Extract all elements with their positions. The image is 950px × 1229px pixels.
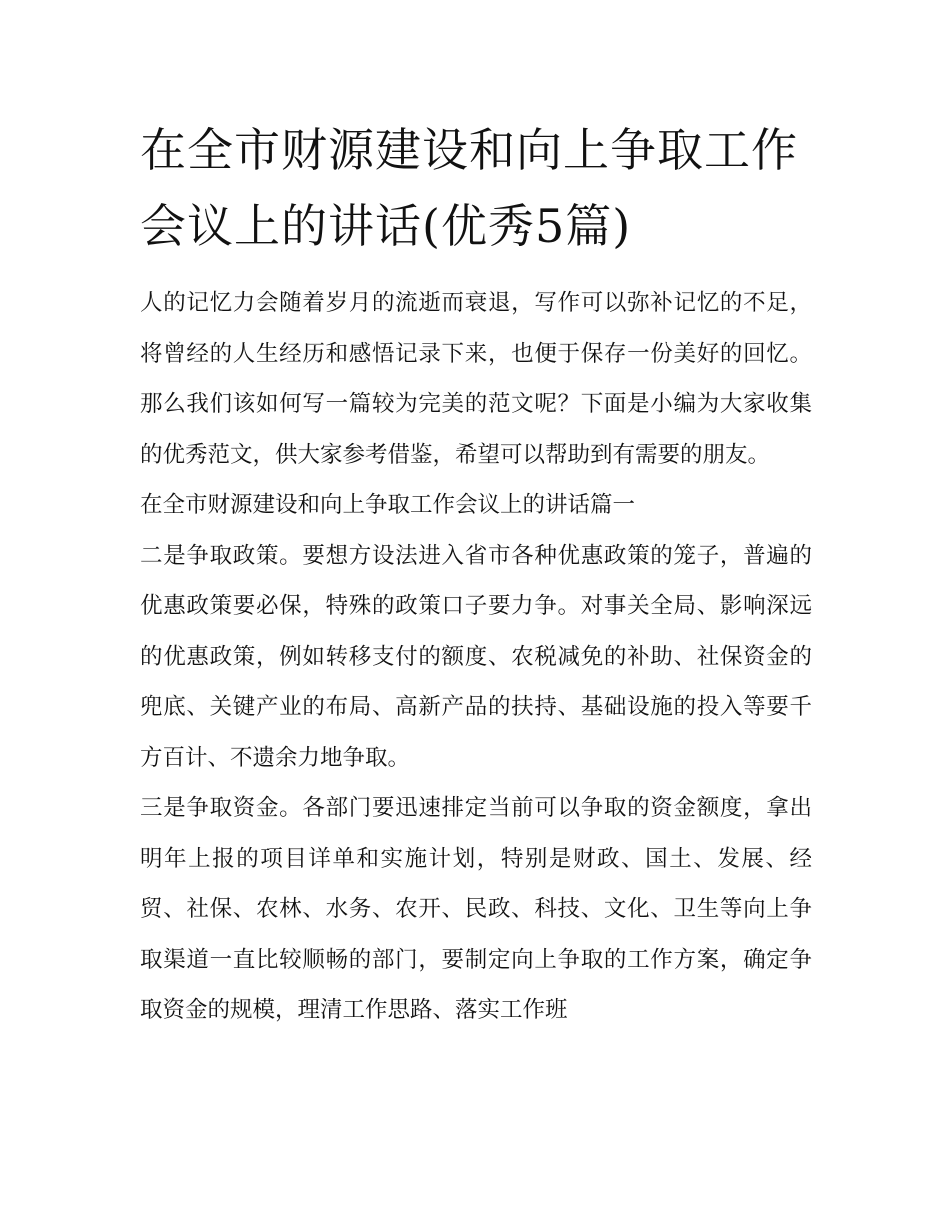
document-title: 在全市财源建设和向上争取工作会议上的讲话(优秀5篇)	[140, 123, 798, 253]
intro-paragraph: 人的记忆力会随着岁月的流逝而衰退，写作可以弥补记忆的不足，将曾经的人生经历和感悟记录下来，也便于保存一份美好的回忆。那么我们该如何写一篇较为完美的范文呢？下面是小编为大家收集的优秀范文，供大家参考借鉴，希望可以帮助到有需要的朋友。	[140, 290, 812, 468]
body-paragraph-funds: 三是争取资金。各部门要迅速排定当前可以争取的资金额度，拿出明年上报的项目详单和实施计划，特别是财政、国土、发展、经贸、社保、农林、水务、农开、民政、科技、文化、卫生等向上争取渠道一直比较顺畅的部门，要制定向上争取的工作方案，确定争取资金的规模，理清工作思路、落实工作班	[140, 795, 812, 1023]
section-heading: 在全市财源建设和向上争取工作会议上的讲话篇一	[140, 492, 636, 518]
body-paragraph-policy: 二是争取政策。要想方设法进入省市各种优惠政策的笼子，普遍的优惠政策要必保，特殊的政策口子要力争。对事关全局、影响深远的优惠政策，例如转移支付的额度、农税减免的补助、社保资金的兜底、关键产业的布局、高新产品的扶持、基础设施的投入等要千方百计、不遗余力地争取。	[140, 542, 812, 771]
document-page	[140, 112, 812, 1036]
